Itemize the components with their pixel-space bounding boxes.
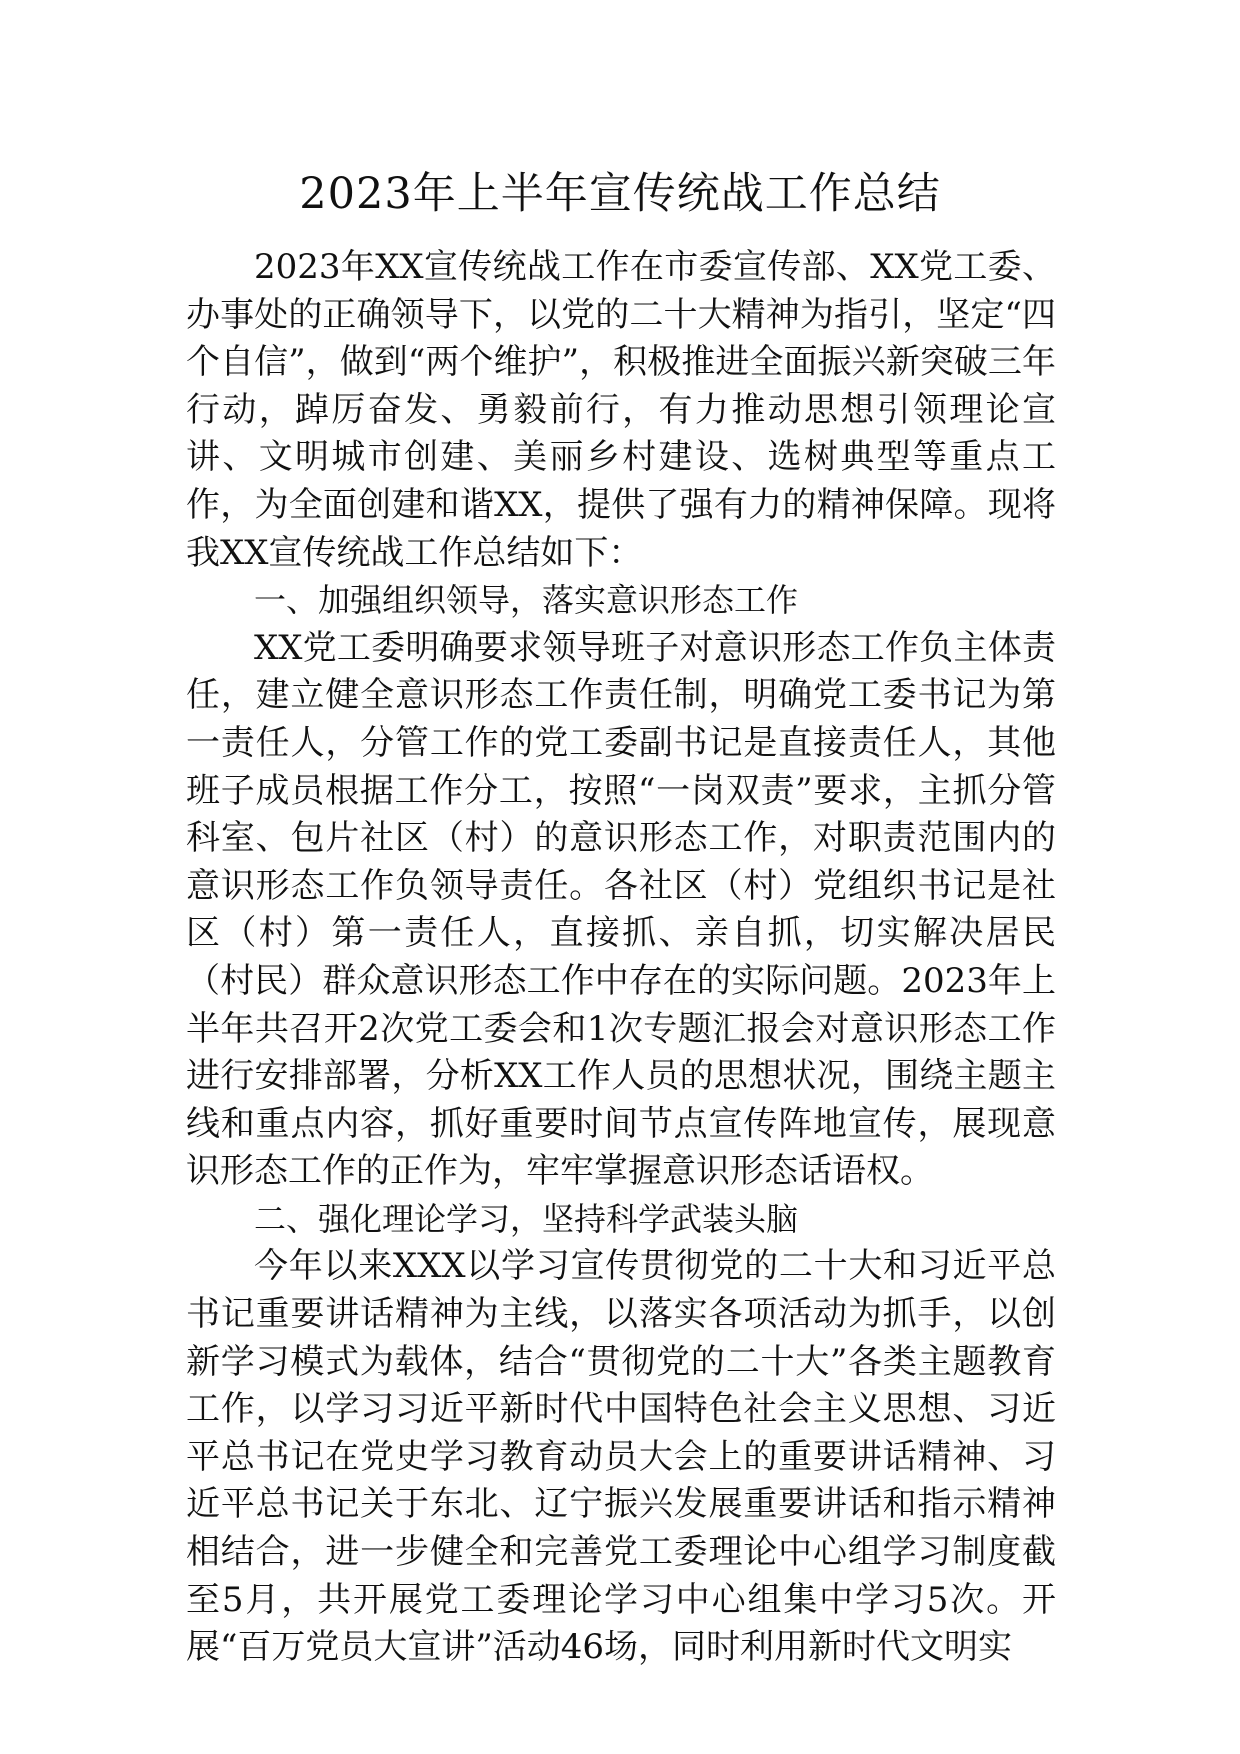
section-1-paragraph: XX党工委明确要求领导班子对意识形态工作负主体责任，建立健全意识形态工作责任制，明确党工委书记为第一责任人，分管工作的党工委副书记是直接责任人，其他班子成员根据工作分工，按照“一岗双责”要求，主抓分管科室、包片社区（村）的意识形态工作，对职责范围内的意识形态工作负领导责任。各社区（村）党组织书记是社区（村）第一责任人，直接抓、亲自抓，切实解决居民（村民）群众意识形态工作中存在的实际问题。2023年上半年共召开2次党工委会和1次专题汇报会对意识形态工作进行安排部署，分析XX工作人员的思想状况，围绕主题主线和重点内容，抓好重要时间节点宣传阵地宣传，展现意识形态工作的正作为，牢牢掌握意识形态话语权。 — [186, 627, 1056, 1192]
document-body — [186, 244, 1056, 1672]
document-title: 2023年上半年宣传统战工作总结 — [299, 169, 941, 219]
section-heading-1: 一、加强组织领导，落实意识形态工作 — [254, 581, 799, 620]
section-heading-2: 二、强化理论学习，坚持科学武装头脑 — [254, 1199, 799, 1238]
intro-paragraph: 2023年XX宣传统战工作在市委宣传部、XX党工委、办事处的正确领导下，以党的二十大精神为指引，坚定“四个自信”，做到“两个维护”，积极推进全面振兴新突破三年行动，踔厉奋发、勇毅前行，有力推动思想引领理论宣讲、文明城市创建、美丽乡村建设、选树典型等重点工作，为全面创建和谐XX，提供了强有力的精神保障。现将我XX宣传统战工作总结如下： — [186, 247, 1056, 573]
section-2-paragraph: 今年以来XXX以学习宣传贯彻党的二十大和习近平总书记重要讲话精神为主线，以落实各项活动为抓手，以创新学习模式为载体，结合“贯彻党的二十大”各类主题教育工作，以学习习近平新时代中国特色社会主义思想、习近平总书记在党史学习教育动员大会上的重要讲话精神、习近平总书记关于东北、辽宁振兴发展重要讲话和指示精神相结合，进一步健全和完善党工委理论中心组学习制度截至5月，共开展党工委理论学习中心组集中学习5次。开展“百万党员大宣讲”活动46场，同时利用新时代文明实 — [186, 1246, 1056, 1668]
